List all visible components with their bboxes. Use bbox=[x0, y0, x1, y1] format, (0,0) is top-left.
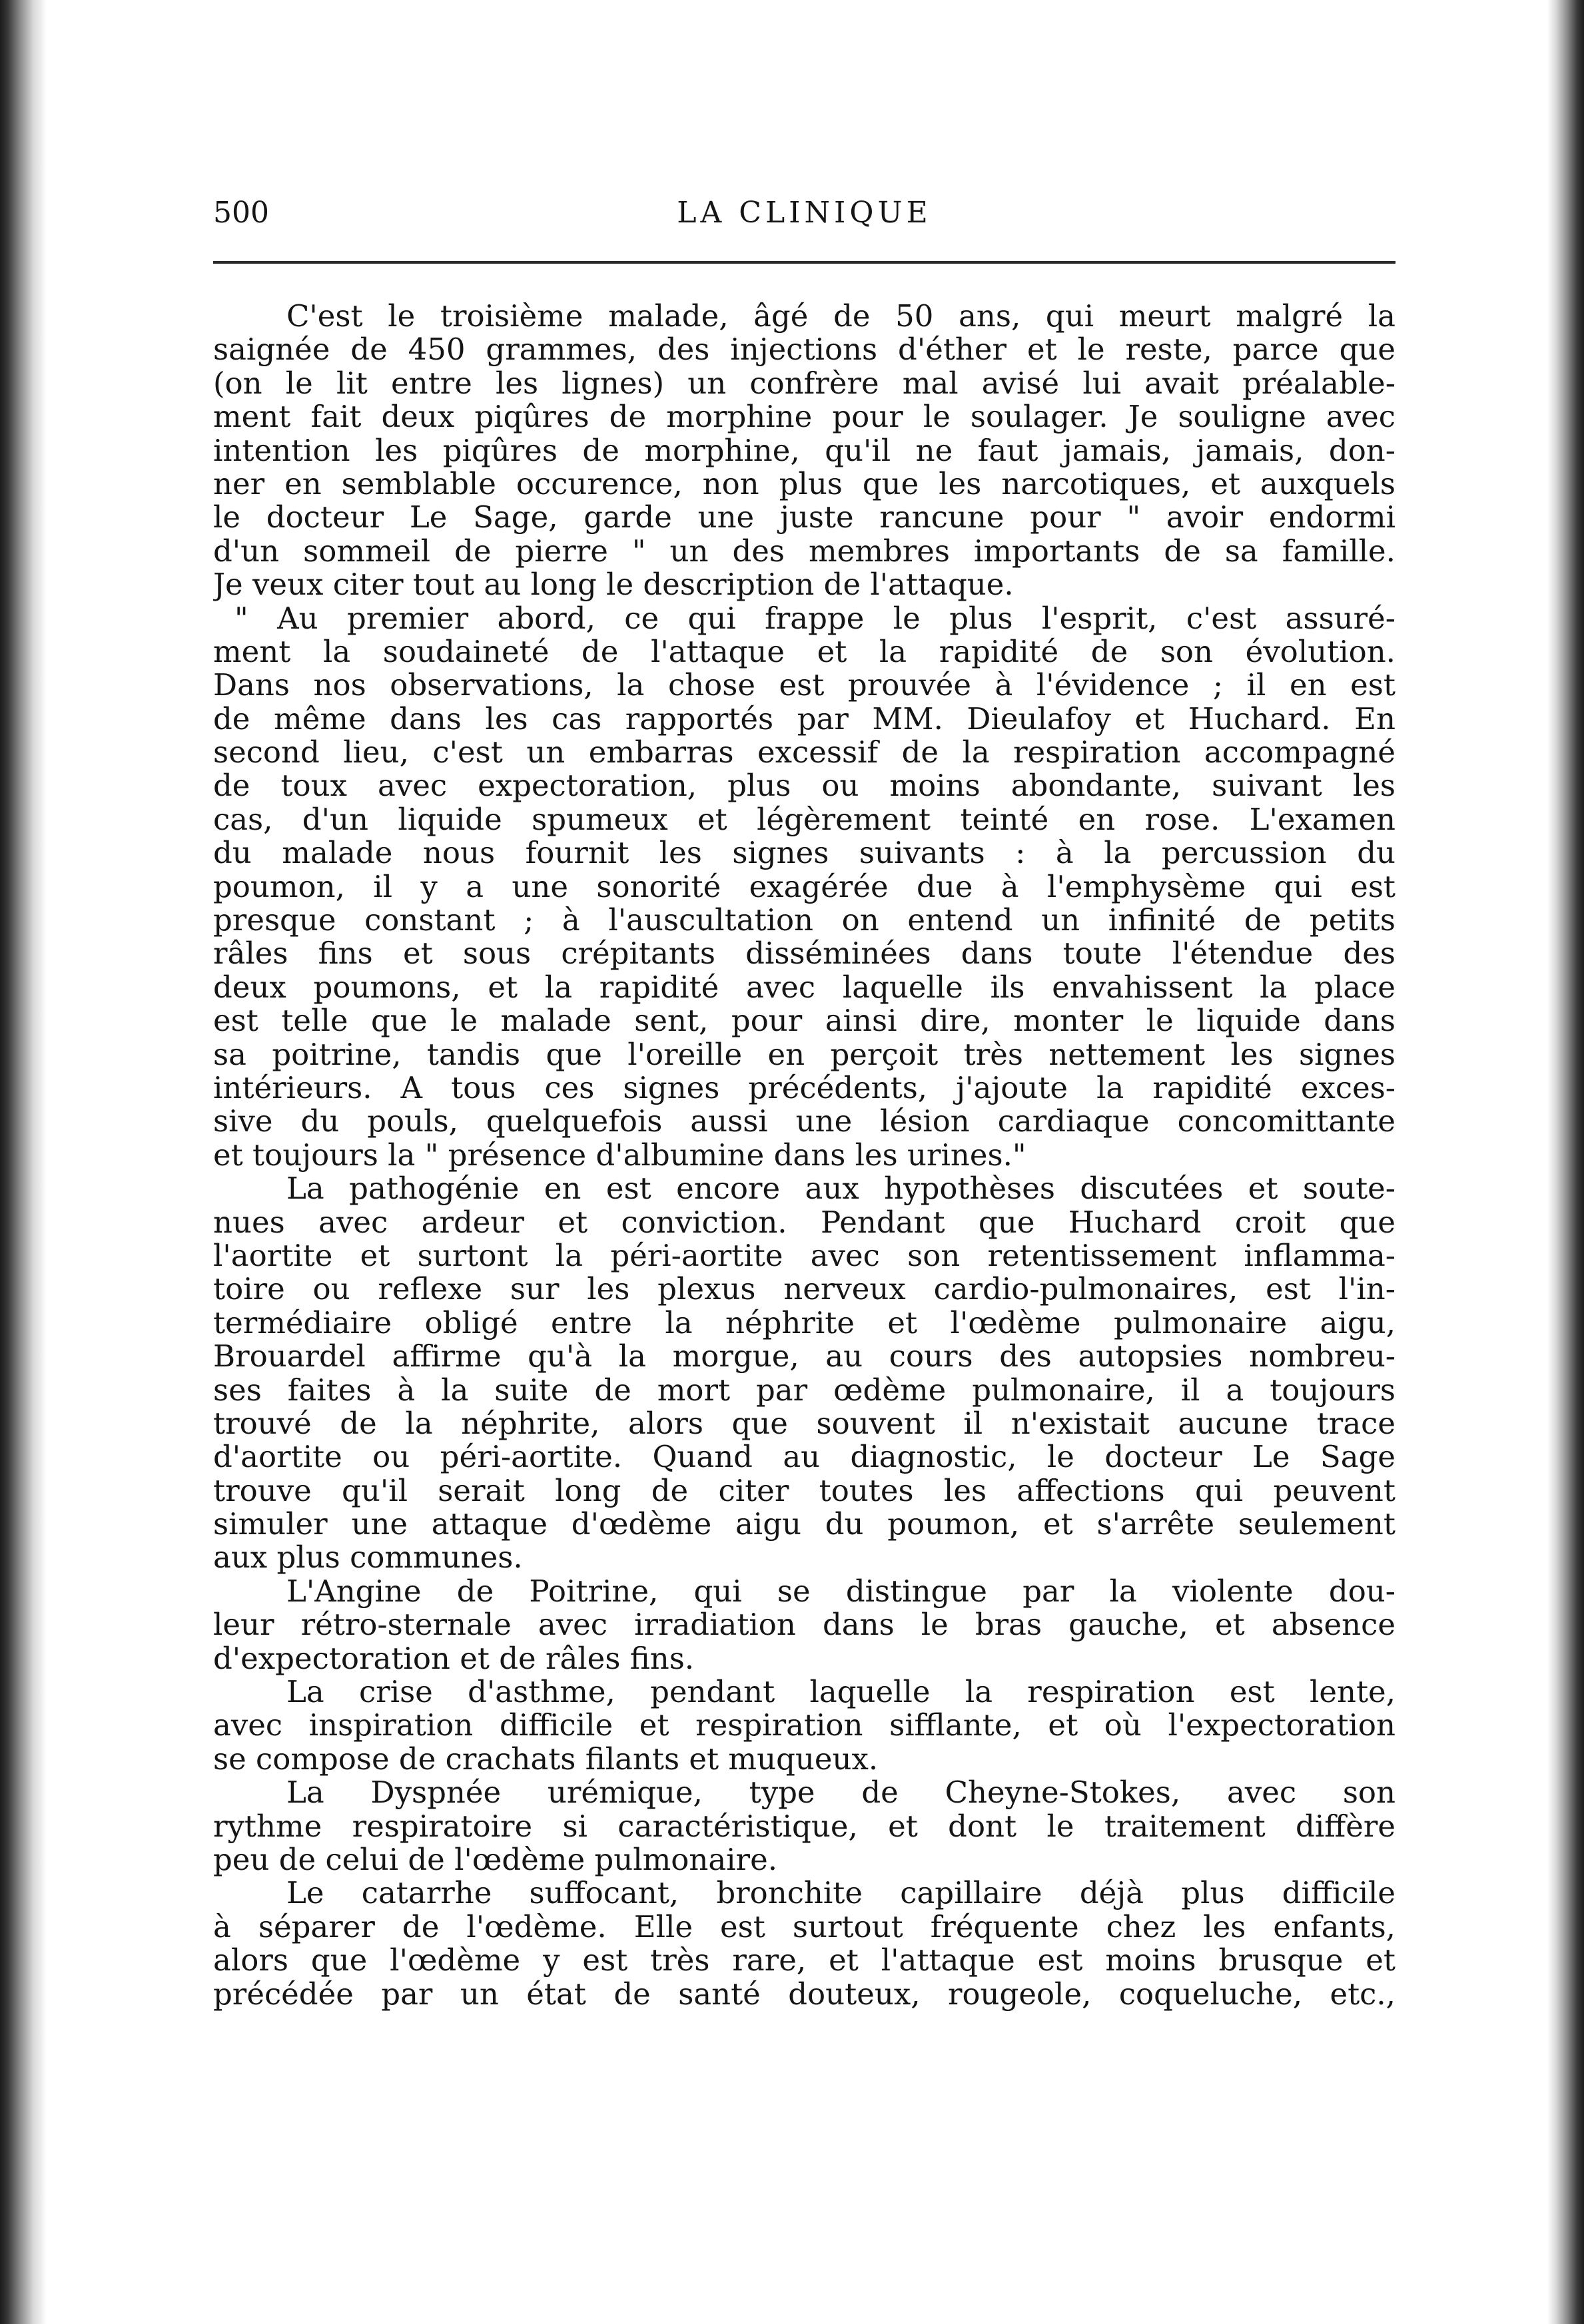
text-line: à séparer de l'œdème. Elle est surtout fréquente chez les enfants, bbox=[213, 1910, 1395, 1944]
scan-edge-right bbox=[1547, 0, 1584, 2324]
text-line: ses faites à la suite de mort par œdème pulmonaire, il a toujours bbox=[213, 1373, 1395, 1407]
text-line: du malade nous fournit les signes suivants : à la percussion du bbox=[213, 836, 1395, 870]
text-line: La crise d'asthme, pendant laquelle la respiration est lente, bbox=[286, 1675, 1395, 1709]
text-line: râles fins et sous crépitants disséminées dans toute l'étendue des bbox=[213, 937, 1395, 971]
text-line: presque constant ; à l'auscultation on entend un infinité de petits bbox=[213, 904, 1395, 938]
text-line: ment la soudaineté de l'attaque et la rapidité de son évolution. bbox=[213, 635, 1395, 669]
text-line: C'est le troisième malade, âgé de 50 ans, qui meurt malgré la bbox=[286, 300, 1395, 334]
text-line: second lieu, c'est un embarras excessif de la respiration accompagné bbox=[213, 736, 1395, 770]
text-line: se compose de crachats filants et muqueux. bbox=[213, 1742, 879, 1777]
text-line: avec inspiration difficile et respiration sifflante, et où l'expectoration bbox=[213, 1709, 1395, 1743]
text-line: La Dyspnée urémique, type de Cheyne-Stokes, avec son bbox=[286, 1776, 1395, 1810]
text-line: deux poumons, et la rapidité avec laquelle ils envahissent la place bbox=[213, 970, 1395, 1005]
text-line: et toujours la " présence d'albumine dans les urines." bbox=[213, 1138, 1026, 1173]
text-line: d'aortite ou péri-aortite. Quand au diagnostic, le docteur Le Sage bbox=[213, 1440, 1395, 1474]
body-text bbox=[213, 300, 1395, 2011]
text-line: Je veux citer tout au long le description de l'attaque. bbox=[213, 568, 1014, 602]
page-header bbox=[213, 193, 1395, 233]
text-line: rythme respiratoire si caractéristique, et dont le traitement diffère bbox=[213, 1809, 1395, 1843]
text-line: de même dans les cas rapportés par MM. Dieulafoy et Huchard. En bbox=[213, 702, 1395, 736]
text-line: sa poitrine, tandis que l'oreille en perçoit très nettement les signes bbox=[213, 1037, 1395, 1071]
text-line: Le catarrhe suffocant, bronchite capillaire déjà plus difficile bbox=[286, 1877, 1395, 1910]
text-line: d'un sommeil de pierre " un des membres importants de sa famille. bbox=[213, 534, 1395, 569]
text-line: trouve qu'il serait long de citer toutes les affections qui peuvent bbox=[213, 1474, 1395, 1508]
text-line: L'Angine de Poitrine, qui se distingue par la violente dou- bbox=[286, 1574, 1395, 1609]
text-line: d'expectoration et de râles fins. bbox=[213, 1641, 695, 1676]
text-line: termédiaire obligé entre la néphrite et l'œdème pulmonaire aigu, bbox=[213, 1306, 1395, 1340]
text-line: le docteur Le Sage, garde une juste rancune pour " avoir endormi bbox=[213, 501, 1395, 535]
text-line: précédée par un état de santé douteux, rougeole, coqueluche, etc., bbox=[213, 1977, 1395, 2011]
text-line: " Au premier abord, ce qui frappe le plus l'esprit, c'est assuré- bbox=[234, 601, 1395, 635]
text-line: l'aortite et surtont la péri-aortite avec son retentissement inflamma- bbox=[213, 1239, 1395, 1273]
text-line: poumon, il y a une sonorité exagérée due à l'emphysème qui est bbox=[213, 870, 1395, 904]
running-title: LA CLINIQUE bbox=[677, 196, 932, 230]
text-line: est telle que le malade sent, pour ainsi dire, monter le liquide dans bbox=[213, 1004, 1395, 1038]
scan-edge-left bbox=[0, 0, 47, 2324]
text-line: saignée de 450 grammes, des injections d'éther et le reste, parce que bbox=[213, 333, 1395, 367]
text-line: leur rétro-sternale avec irradiation dans le bras gauche, et absence bbox=[213, 1608, 1395, 1642]
text-line: Brouardel affirme qu'à la morgue, au cours des autopsies nombreu- bbox=[213, 1340, 1395, 1374]
text-line: alors que l'œdème y est très rare, et l'attaque est moins brusque et bbox=[213, 1944, 1395, 1978]
header-rule bbox=[213, 261, 1395, 264]
text-line: simuler une attaque d'œdème aigu du poumon, et s'arrête seulement bbox=[213, 1508, 1395, 1542]
text-line: intérieurs. A tous ces signes précédents, j'ajoute la rapidité exces- bbox=[213, 1071, 1395, 1105]
text-line: toire ou reflexe sur les plexus nerveux cardio-pulmonaires, est l'in- bbox=[213, 1273, 1395, 1307]
page-number: 500 bbox=[213, 196, 269, 230]
text-line: peu de celui de l'œdème pulmonaire. bbox=[213, 1843, 778, 1877]
text-line: de toux avec expectoration, plus ou moins abondante, suivant les bbox=[213, 769, 1395, 803]
text-line: cas, d'un liquide spumeux et légèrement teinté en rose. L'examen bbox=[213, 802, 1395, 837]
text-line: intention les piqûres de morphine, qu'il ne faut jamais, jamais, don- bbox=[213, 434, 1395, 467]
text-line: nues avec ardeur et conviction. Pendant que Huchard croit que bbox=[213, 1205, 1395, 1239]
text-line: La pathogénie en est encore aux hypothèses discutées et soute- bbox=[286, 1172, 1395, 1206]
text-line: (on le lit entre les lignes) un confrère mal avisé lui avait préalable- bbox=[213, 366, 1395, 401]
text-line: ment fait deux piqûres de morphine pour le soulager. Je souligne avec bbox=[213, 400, 1395, 434]
text-line: sive du pouls, quelquefois aussi une lésion cardiaque concomittante bbox=[213, 1105, 1395, 1139]
text-line: trouvé de la néphrite, alors que souvent il n'existait aucune trace bbox=[213, 1406, 1395, 1441]
text-line: ner en semblable occurence, non plus que les narcotiques, et auxquels bbox=[213, 467, 1395, 501]
text-line: aux plus communes. bbox=[213, 1541, 523, 1575]
text-line: Dans nos observations, la chose est prouvée à l'évidence ; il en est bbox=[213, 669, 1395, 703]
